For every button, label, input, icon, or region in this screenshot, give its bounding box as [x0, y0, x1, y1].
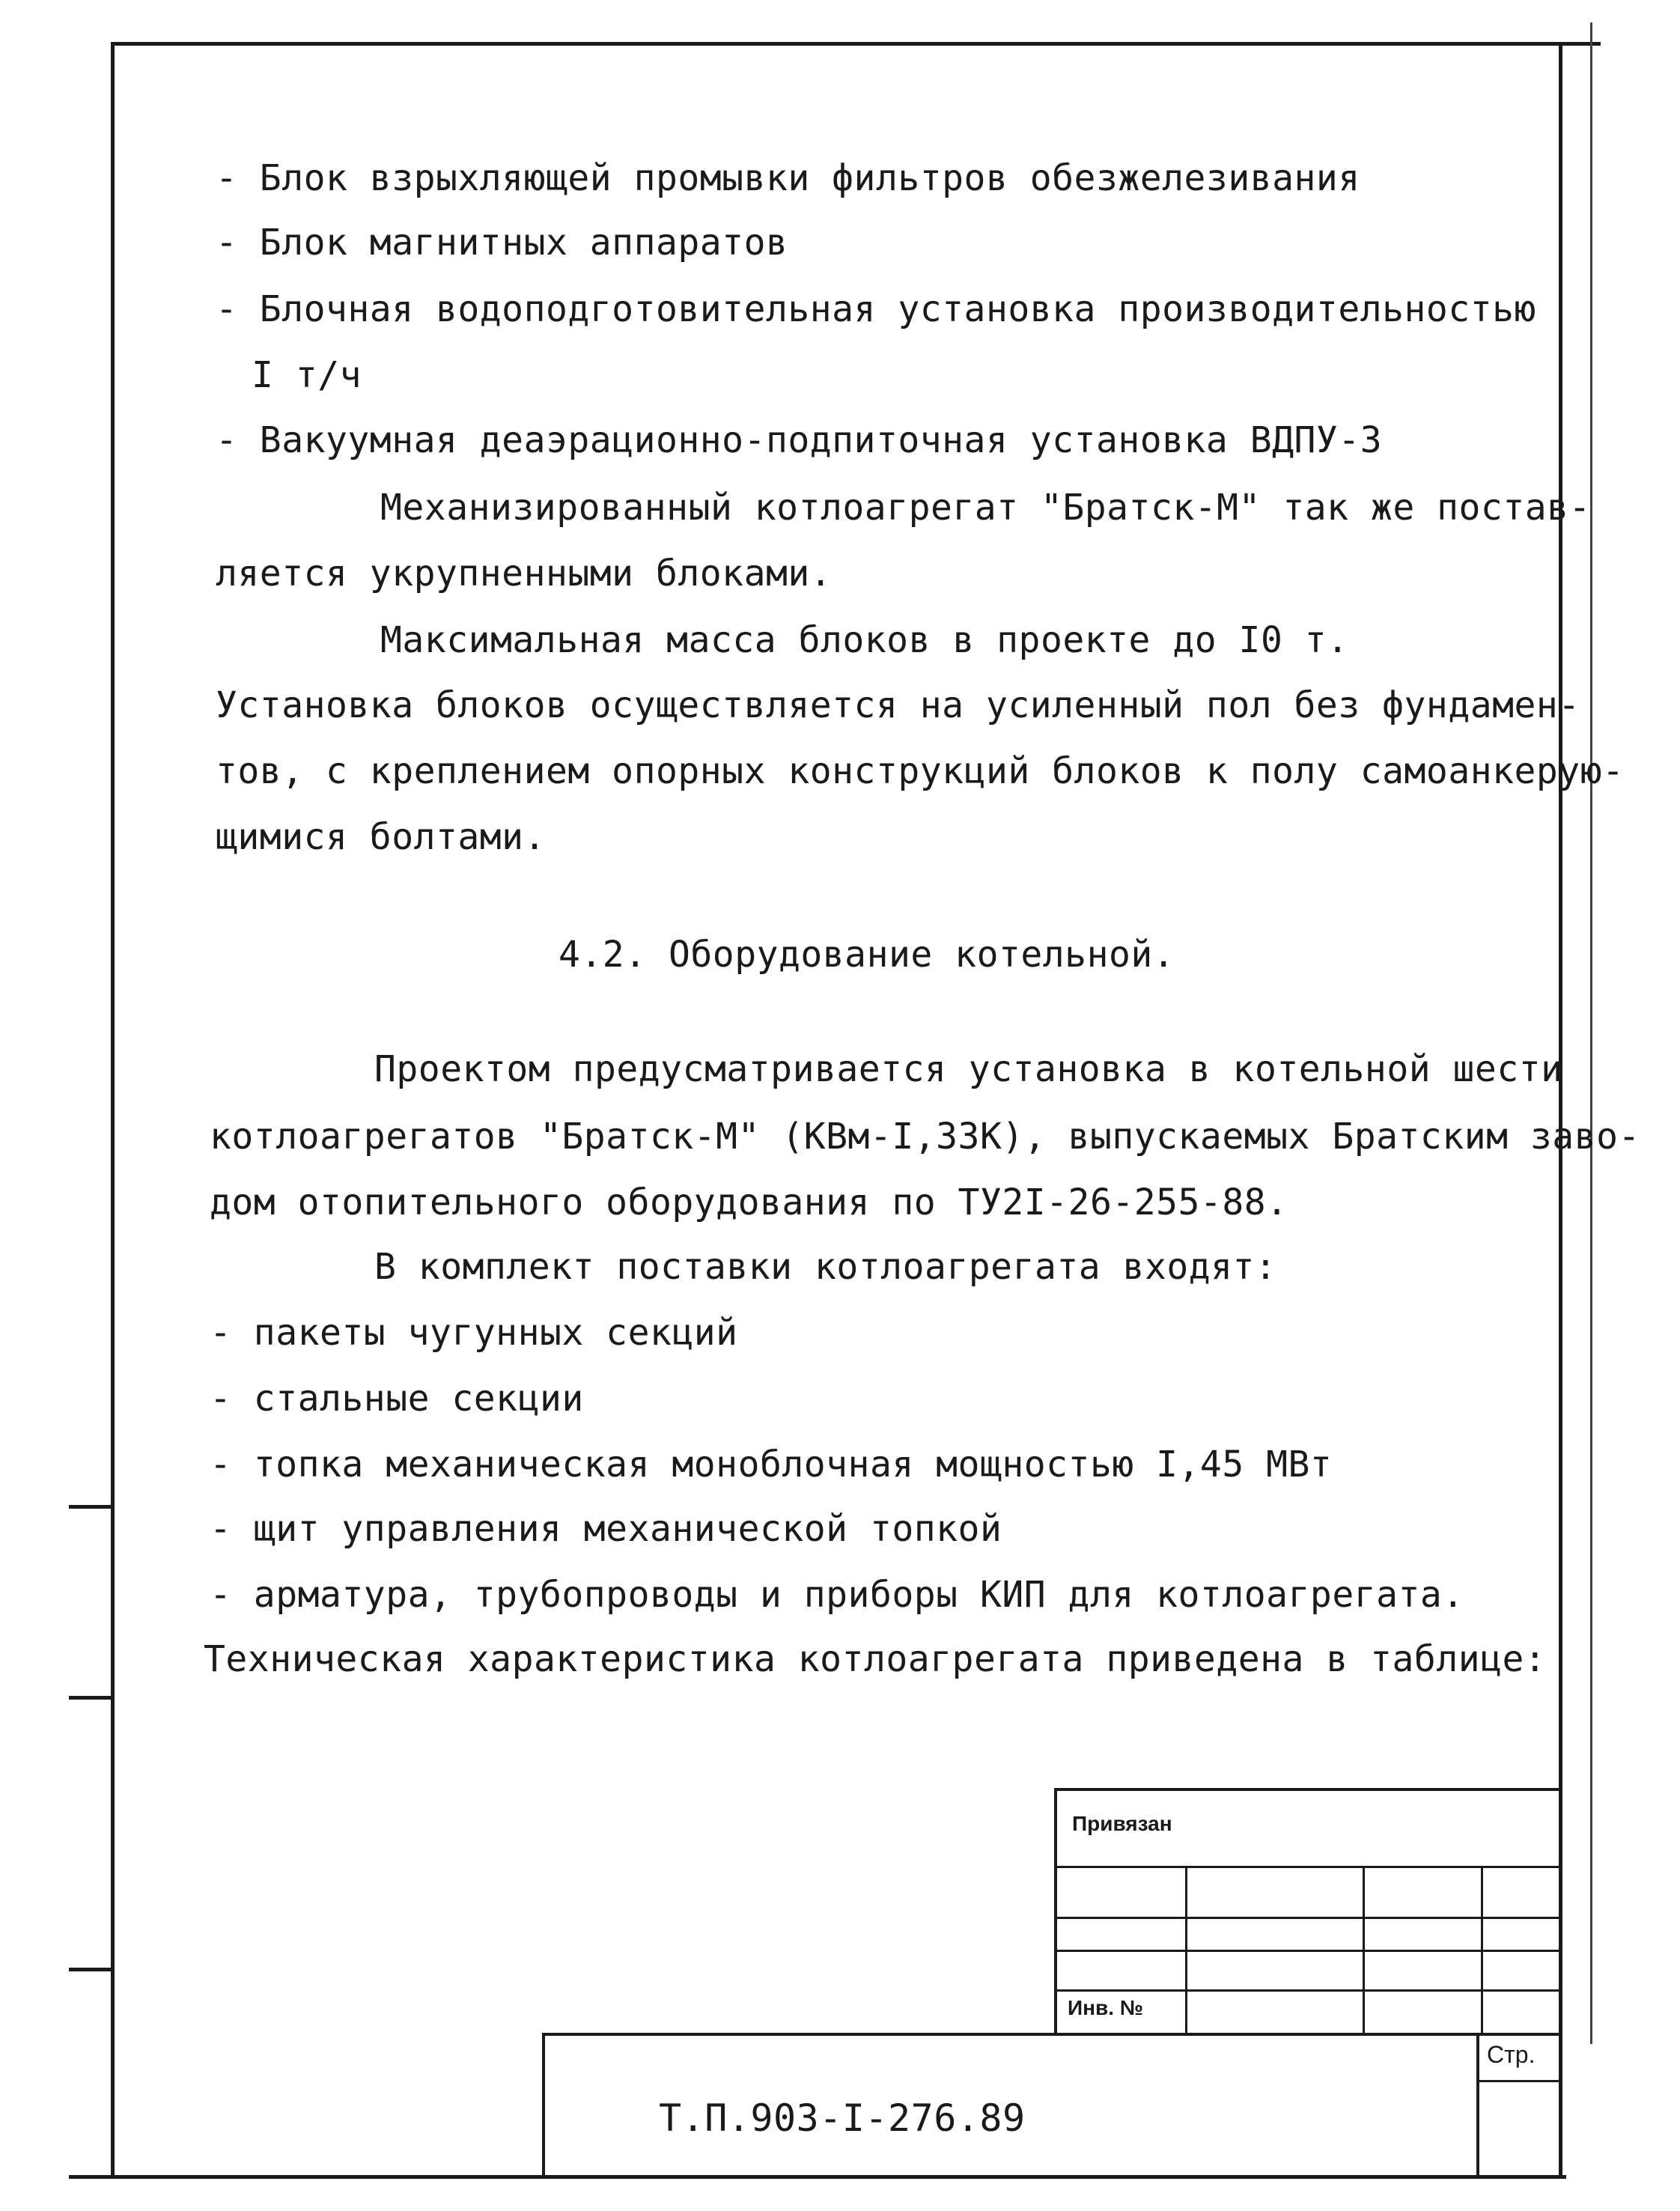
text-line: Максимальная масса блоков в проекте до I0 т. — [380, 619, 1349, 661]
text-line: Установка блоков осуществляется на усиленный пол без фундамен- — [216, 684, 1580, 726]
text-line: - щит управления механической топкой — [210, 1508, 1002, 1550]
text-line: - арматура, трубопроводы и приборы КИП для котлоагрегата. — [210, 1574, 1464, 1616]
text-line: Техническая характеристика котлоагрегата приведена в таблице: — [204, 1638, 1547, 1680]
text-line: - Блок взрыхляющей промывки фильтров обезжелезивания — [216, 157, 1360, 199]
text-line: Проектом предусматривается установка в котельной шести — [374, 1048, 1563, 1090]
text-line: - Вакуумная деаэрационно-подпиточная установка ВДПУ-3 — [216, 419, 1383, 461]
text-line: - стальные секции — [210, 1378, 584, 1420]
text-line: дом отопительного оборудования по ТУ2I-26-255-88. — [210, 1181, 1288, 1223]
text-line: I т/ч — [252, 354, 362, 396]
text-line: - Блочная водоподготовительная установка производительностью — [216, 288, 1536, 330]
privyazan-label: Привязан — [1072, 1812, 1172, 1835]
section-heading: 4.2. Оборудование котельной. — [559, 934, 1175, 976]
text-line: котлоагрегатов "Братск-М" (КВм-I,33К), выпускаемых Братским заво- — [210, 1116, 1640, 1158]
text-line: тов, с креплением опорных конструкций блоков к полу самоанкерую- — [216, 750, 1625, 792]
document-code: Т.П.903-I-276.89 — [659, 2096, 1026, 2140]
inventory-number-label: Инв. № — [1068, 1996, 1144, 2019]
text-line: - Блок магнитных аппаратов — [216, 222, 788, 264]
text-line: ляется укрупненными блоками. — [216, 553, 833, 594]
text-line: Механизированный котлоагрегат "Братск-М" так же постав- — [380, 487, 1591, 529]
text-line: В комплект поставки котлоагрегата входят: — [374, 1246, 1277, 1288]
text-line: - топка механическая моноблочная мощностью I,45 МВт — [210, 1444, 1333, 1485]
text-line: щимися болтами. — [216, 816, 546, 858]
page-label: Стр. — [1487, 2041, 1536, 2068]
text-line: - пакеты чугунных секций — [210, 1312, 738, 1354]
